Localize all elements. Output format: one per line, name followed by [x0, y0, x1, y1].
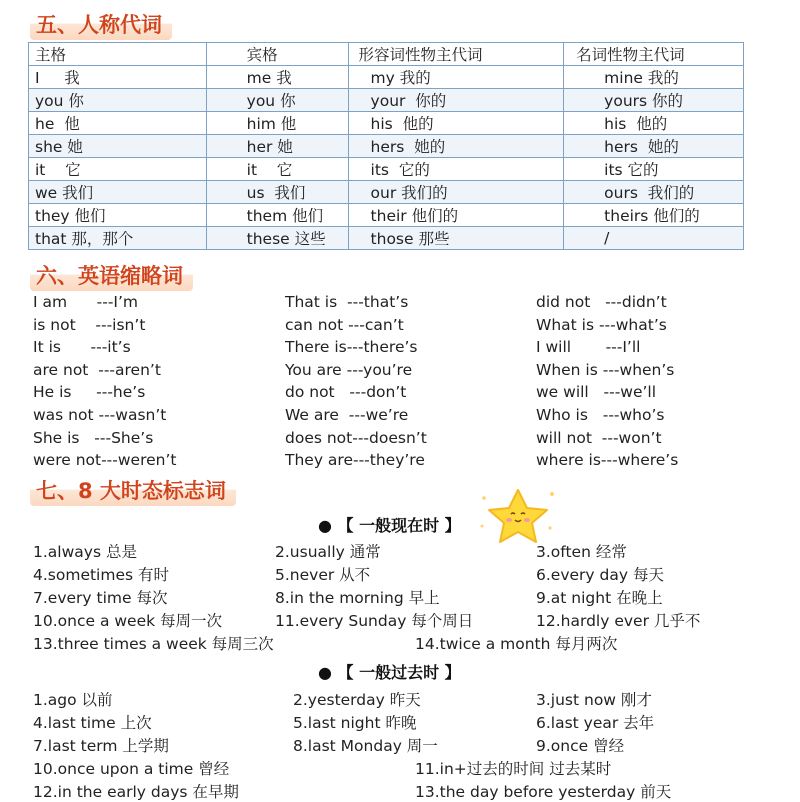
table-row [29, 135, 744, 158]
table-cell: we 我们 [29, 181, 207, 204]
abbreviation-item: When is ---when’s [536, 360, 675, 379]
table-row [29, 89, 744, 112]
list-item: 2.usually 通常 [275, 543, 381, 561]
list-item: 3.just now 刚才 [536, 691, 652, 709]
table-cell: it 它 [29, 158, 207, 181]
abbreviation-item: did not ---didn’t [536, 293, 667, 311]
table-cell: his 他的 [564, 112, 744, 135]
table-cell: he 他 [29, 112, 207, 135]
list-item: 10.once upon a time 曾经 [33, 760, 230, 778]
table-cell: her 她 [206, 135, 348, 158]
list-item: 7.last term 上学期 [33, 737, 169, 755]
section-title-pronouns: 五、人称代词 [30, 10, 172, 40]
abbreviation-item: We are ---we’re [285, 405, 409, 424]
abbreviation-item: He is ---he’s [33, 383, 146, 402]
list-item: 8.in the morning 早上 [275, 589, 440, 607]
list-item: 3.often 经常 [536, 543, 627, 561]
abbreviation-item: do not ---don’t [285, 383, 407, 402]
pronoun-table [28, 42, 744, 250]
abbreviation-item: where is---where’s [536, 451, 679, 470]
table-cell: its 它的 [348, 158, 564, 181]
list-item: 1.ago 以前 [33, 691, 113, 709]
list-item: 6.every day 每天 [536, 566, 664, 584]
table-cell: us 我们 [206, 181, 348, 204]
table-cell: you 你 [29, 89, 207, 112]
list-item: 2.yesterday 昨天 [293, 691, 421, 709]
list-item: 12.in the early days 在早期 [33, 783, 239, 801]
table-row [29, 112, 744, 135]
list-item: 12.hardly ever 几乎不 [536, 612, 701, 630]
abbreviation-item: It is ---it’s [33, 338, 131, 357]
table-cell: ours 我们的 [564, 181, 744, 204]
table-cell: its 它的 [564, 158, 744, 181]
abbreviation-item: I will ---I’ll [536, 338, 641, 357]
list-item: 14.twice a month 每月两次 [415, 635, 618, 653]
abbreviation-item: You are ---you’re [285, 360, 413, 379]
table-cell: I 我 [29, 66, 207, 89]
table-cell: yours 你的 [564, 89, 744, 112]
list-item: 13.the day before yesterday 前天 [415, 783, 672, 801]
list-item: 7.every time 每次 [33, 589, 168, 607]
abbreviation-column-1 [33, 291, 176, 472]
table-cell: their 他们的 [348, 204, 564, 227]
abbreviation-column-2 [285, 291, 427, 472]
list-item: 9.once 曾经 [536, 737, 625, 755]
list-item: 13.three times a week 每周三次 [33, 635, 274, 653]
abbreviation-column-3 [536, 291, 678, 472]
list-item: 8.last Monday 周一 [293, 737, 438, 755]
column-header: 名词性物主代词 [564, 43, 744, 66]
abbreviation-item: will not ---won’t [536, 428, 662, 447]
table-cell: those 那些 [348, 227, 564, 250]
table-row [29, 66, 744, 89]
column-header: 宾格 [206, 43, 348, 66]
table-cell: me 我 [206, 66, 348, 89]
table-cell: / [564, 227, 744, 250]
list-item: 6.last year 去年 [536, 714, 655, 732]
list-item: 4.sometimes 有时 [33, 566, 170, 584]
table-cell: them 他们 [206, 204, 348, 227]
table-cell: him 他 [206, 112, 348, 135]
table-cell: you 你 [206, 89, 348, 112]
table-cell: hers 她的 [564, 135, 744, 158]
abbreviation-item: Who is ---who’s [536, 405, 665, 424]
table-cell: hers 她的 [348, 135, 564, 158]
list-item: 1.always 总是 [33, 543, 137, 561]
table-cell: they 他们 [29, 204, 207, 227]
abbreviation-item: does not---doesn’t [285, 428, 427, 447]
list-item: 10.once a week 每周一次 [33, 612, 223, 630]
abbreviation-item: was not ---wasn’t [33, 405, 167, 424]
simple-past-heading: ● 【 一般过去时 】 [318, 663, 461, 682]
abbreviation-item: I am ---I’m [33, 293, 139, 311]
abbreviation-item: That is ---that’s [285, 293, 409, 311]
abbreviation-item: There is---there’s [285, 338, 418, 357]
table-cell: mine 我的 [564, 66, 744, 89]
table-cell: these 这些 [206, 227, 348, 250]
table-cell: our 我们的 [348, 181, 564, 204]
table-cell: she 她 [29, 135, 207, 158]
column-header: 主格 [29, 43, 207, 66]
abbreviation-item: were not---weren’t [33, 451, 177, 470]
abbreviation-item: we will ---we’ll [536, 383, 657, 402]
table-cell: it 它 [206, 158, 348, 181]
table-header-row [29, 43, 744, 66]
abbreviation-item: are not ---aren’t [33, 360, 161, 379]
table-cell: his 他的 [348, 112, 564, 135]
column-header: 形容词性物主代词 [348, 43, 564, 66]
list-item: 5.never 从不 [275, 566, 371, 584]
list-item: 4.last time 上次 [33, 714, 152, 732]
table-cell: that 那，那个 [29, 227, 207, 250]
table-row [29, 227, 744, 250]
table-cell: theirs 他们的 [564, 204, 744, 227]
abbreviation-item: She is ---She’s [33, 428, 154, 447]
simple-present-heading: ● 【 一般现在时 】 [318, 516, 461, 535]
abbreviation-item: What is ---what’s [536, 315, 667, 334]
abbreviation-item: is not ---isn’t [33, 315, 146, 334]
star-sticker-icon [478, 486, 558, 546]
table-cell: your 你的 [348, 89, 564, 112]
section-title-tense-markers: 七、8 大时态标志词 [30, 476, 236, 506]
abbreviation-item: can not ---can’t [285, 315, 404, 334]
table-row [29, 158, 744, 181]
list-item: 9.at night 在晚上 [536, 589, 663, 607]
abbreviation-item: They are---they’re [285, 451, 425, 470]
list-item: 11.every Sunday 每个周日 [275, 612, 474, 630]
list-item: 5.last night 昨晚 [293, 714, 417, 732]
table-row [29, 204, 744, 227]
table-row [29, 181, 744, 204]
table-cell: my 我的 [348, 66, 564, 89]
list-item: 11.in+过去的时间 过去某时 [415, 760, 612, 778]
section-title-abbreviations: 六、英语缩略词 [30, 261, 193, 291]
